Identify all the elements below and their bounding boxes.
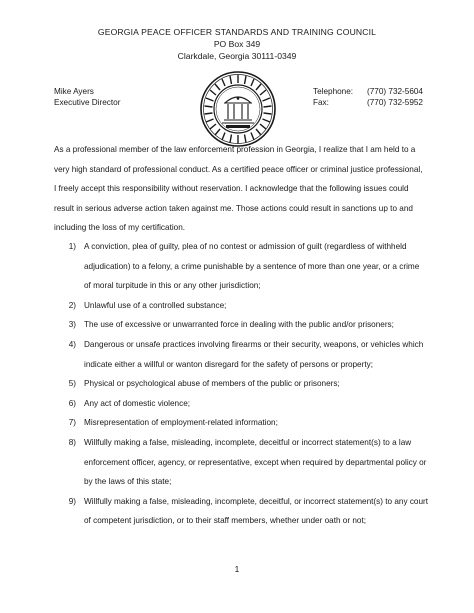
list-item [54, 394, 428, 414]
list-item-number: 9) [68, 496, 76, 506]
georgia-post-seal-icon [199, 70, 277, 148]
list-item [54, 413, 428, 433]
list-item [54, 296, 428, 316]
list-item-number: 1) [68, 242, 76, 251]
list-item [54, 374, 428, 394]
list-item-text: Willfully making a false, misleading, incomplete, deceitful or incorrect statement(s) to a law enforcement officer, agency, or representative, except when required by departmental policy or by the laws of this state; [84, 437, 427, 487]
director-block [54, 86, 120, 108]
organization-name: GEORGIA PEACE OFFICER STANDARDS AND TRAINING COUNCIL [97, 27, 377, 37]
list-item-number: 6) [68, 398, 76, 408]
telephone-label: Telephone: [313, 87, 354, 96]
list-item-text: Dangerous or unsafe practices involving firearms or their security, weapons, or vehicles which indicate either a willful or wanton disregard for the safety of persons or property; [84, 339, 424, 369]
list-item [54, 315, 428, 335]
list-item [54, 492, 428, 531]
list-item-text: The use of excessive or unwarranted force in dealing with the public and/or prisoners; [84, 320, 394, 330]
city-address: Clarkdale, Georgia 30111-0349 [177, 51, 297, 61]
telephone-number: (770) 732-5604 [367, 87, 423, 96]
director-name: Mike Ayers [54, 87, 94, 96]
list-item-number: 7) [68, 418, 76, 428]
telephone-row [313, 86, 423, 97]
list-item-text: Physical or psychological abuse of members of the public or prisoners; [84, 379, 340, 389]
list-item-text: Willfully making a false, misleading, incomplete, deceitful, or incorrect statement(s) to any court of competent jurisdiction, or to their staff members, whether under oath or not; [84, 496, 429, 526]
letterhead [0, 26, 474, 62]
fax-label: Fax: [313, 98, 329, 107]
director-title: Executive Director [54, 98, 121, 107]
violations-list [54, 237, 428, 531]
list-item-text: A conviction, plea of guilty, plea of no contest or admission of guilt (regardless of withheld adjudication) to a felony, a crime punishable by a sentence of more than one year, or a crime of moral turpitude in this or any other jurisdiction; [84, 242, 420, 291]
po-box: PO Box 349 [213, 39, 261, 49]
list-item-number: 5) [68, 379, 76, 389]
list-item [54, 335, 428, 374]
list-item-number: 4) [68, 339, 76, 349]
fax-number: (770) 732-5952 [367, 98, 423, 107]
list-item-number: 8) [68, 437, 76, 447]
list-item-number: 2) [68, 300, 76, 310]
list-item-text: Unlawful use of a controlled substance; [84, 300, 227, 310]
page-number: 1 [234, 564, 240, 574]
intro-paragraph: As a professional member of the law enforcement profession in Georgia, I realize that I am held to a very high standard of professional conduct. As a certified peace officer or criminal justice professional, I freely accept this responsibility without reservation. I acknowledge that the following issues could result in serious adverse action taken against me. Those actions could result in sanctions up to and including the loss of my certification. [54, 145, 423, 233]
contact-numbers [313, 86, 423, 108]
list-item-text: Misrepresentation of employment-related information; [84, 418, 278, 428]
list-item-text: Any act of domestic violence; [84, 398, 191, 408]
list-item-number: 3) [68, 320, 76, 330]
list-item [54, 237, 428, 296]
fax-row [313, 97, 423, 108]
list-item [54, 433, 428, 492]
